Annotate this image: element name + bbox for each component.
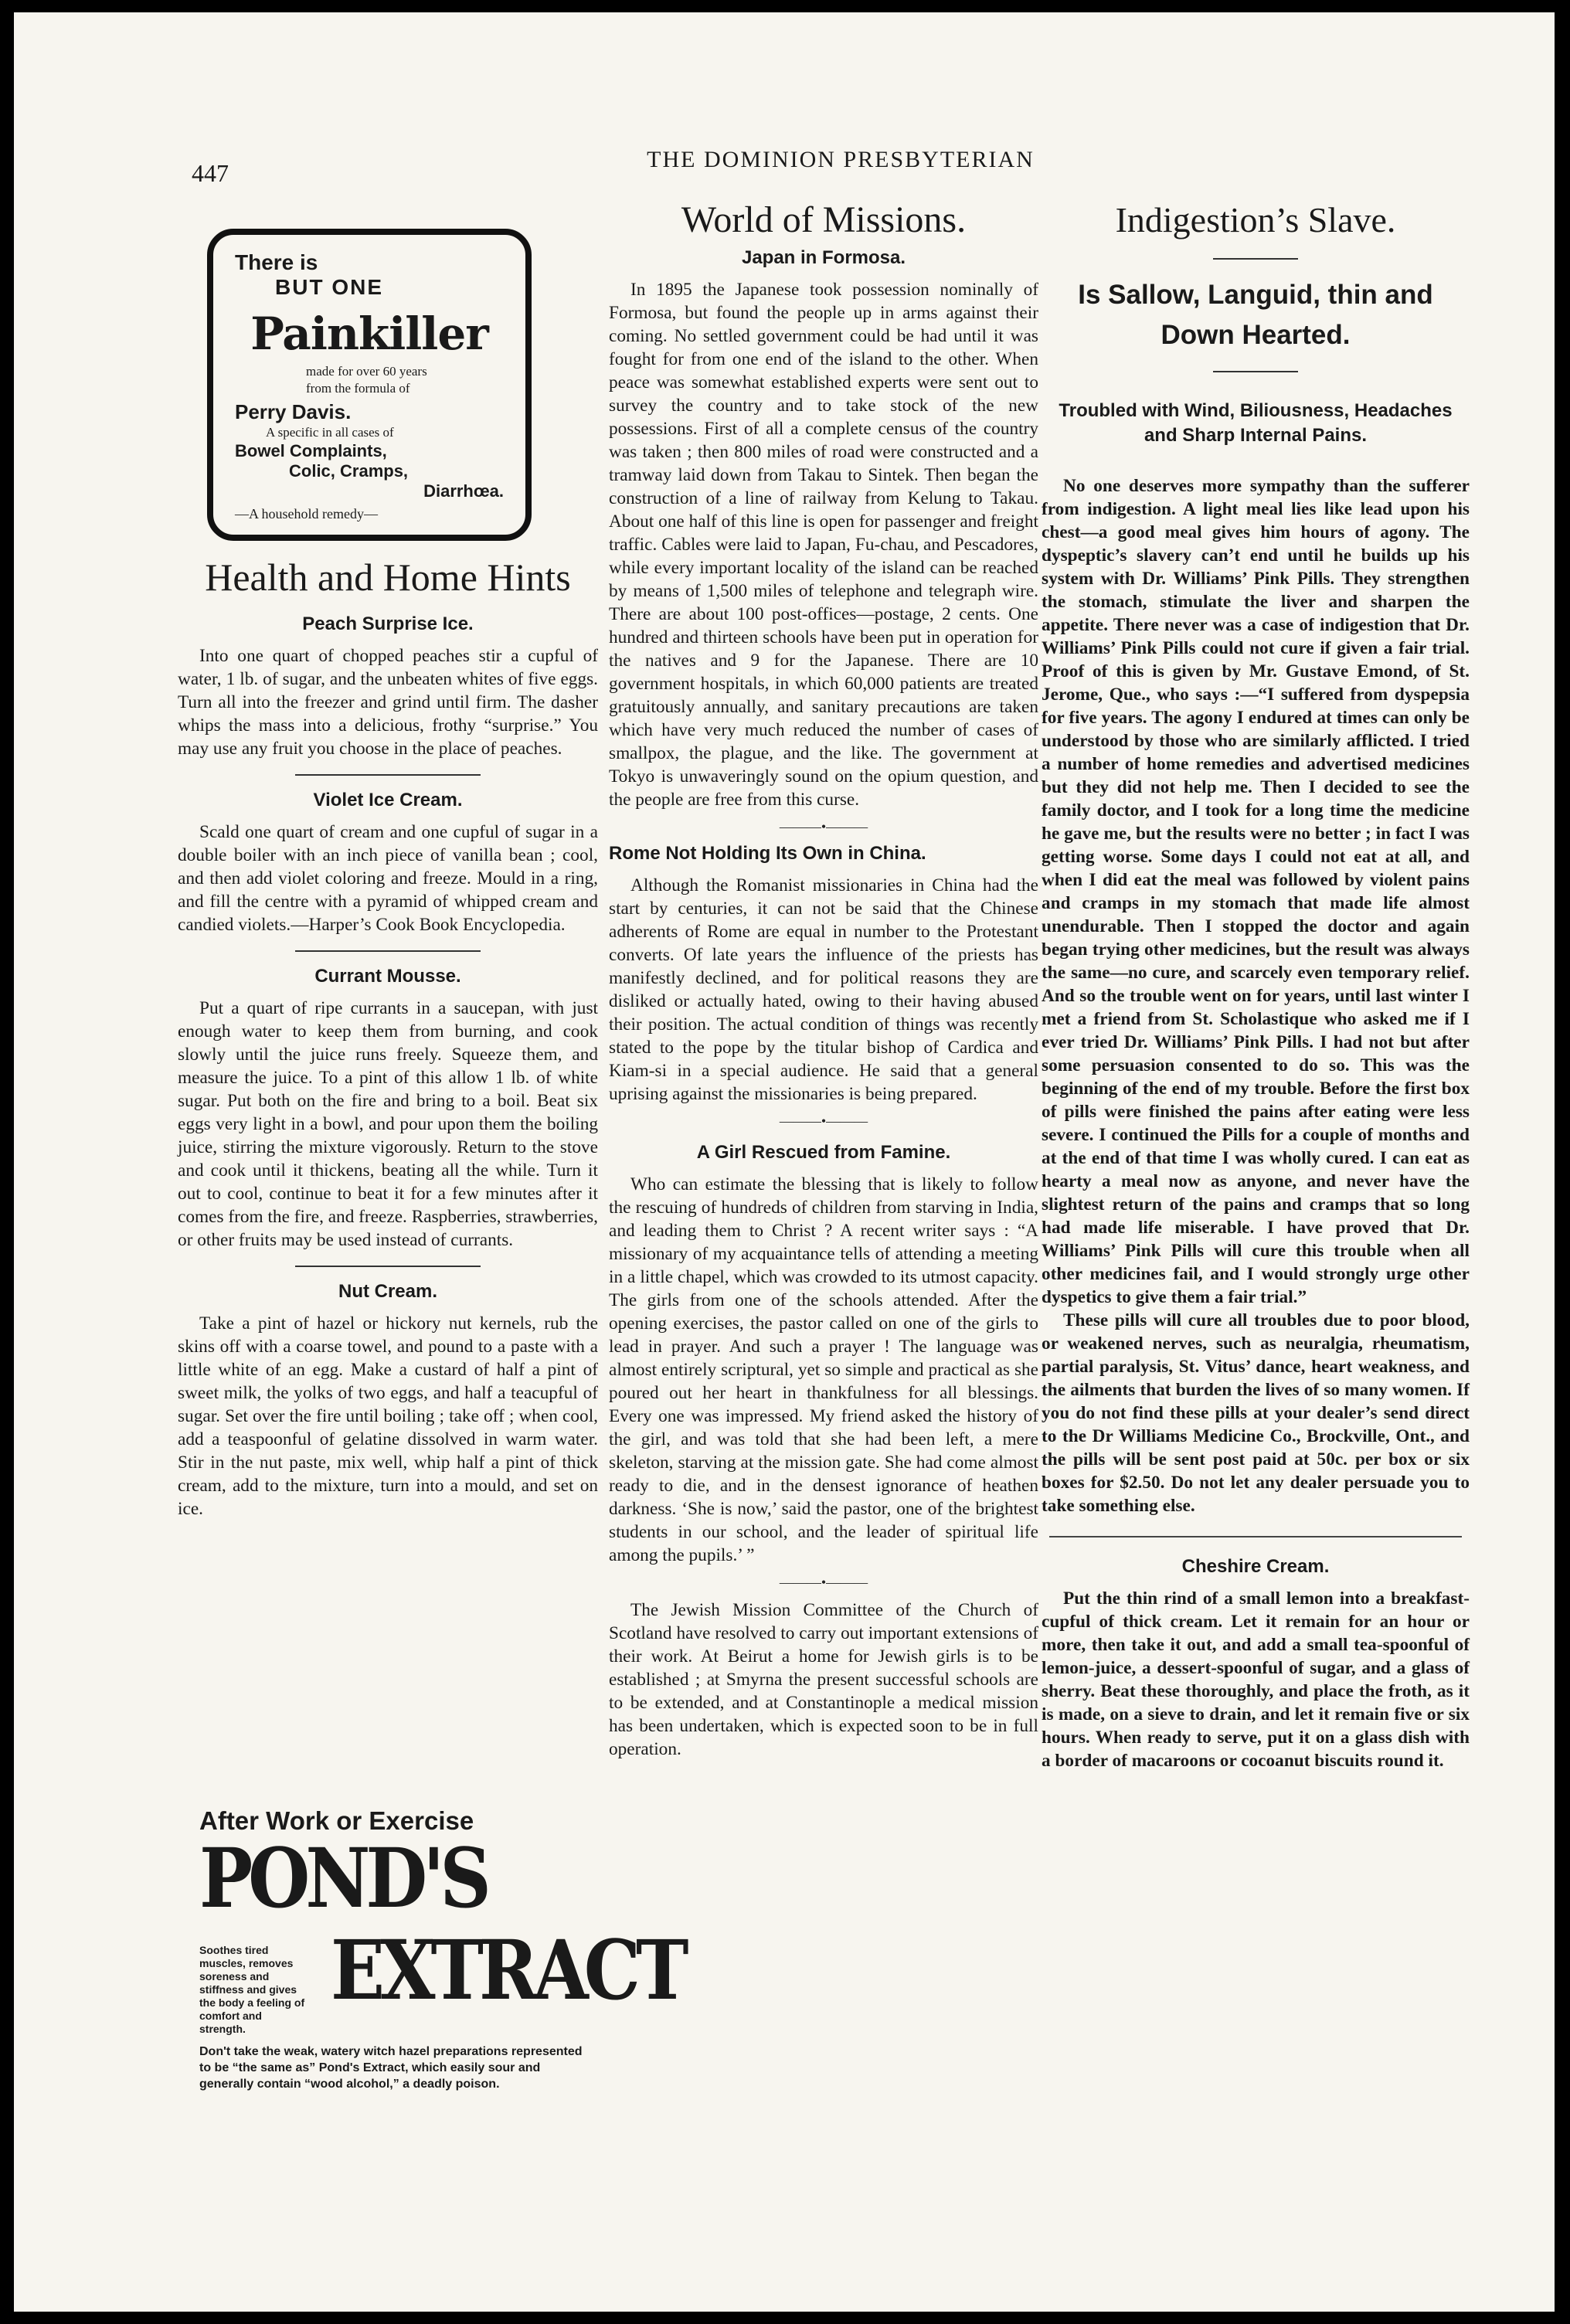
recipe-text: Put a quart of ripe currants in a saucepan, with just enough water to keep them from burning, and cook slowly until the juice runs freely. Squeeze them, and measure the juice. To a pint of this allow 1 lb. of white sugar. Put both on the fire and bring to a boil. Beat six eggs very light in a bowl, and pour upon them the boiling juice, stirring the mixture vigorously. Return to the stove and cook until it thickens, beating all the while. Turn it out to cool, continue to beat it for a few minutes after it comes from the fire, and freeze. Raspberries, strawberries, or other fruits may be used instead of currants. (178, 998, 598, 1250)
page-number: 447 (192, 159, 229, 187)
recipe-text: Put the thin rind of a small lemon into a breakfast-cupful of thick cream. Let it remain for an hour or more, then take it out, and add a small tea-spoonful of lemon-juice, a dessert-spoonful of sugar, and a glass of sherry. Beat these thoroughly, and place the froth, as it is made, on a sieve to drain, and let it remain five or six hours. When ready to serve, put it on a glass dish with a border of macaroons or cocoanut biscuits round it. (1042, 1588, 1470, 1771)
running-head: THE DOMINION PRESBYTERIAN (647, 147, 1035, 172)
indigestion-column (1042, 196, 1470, 1772)
ad-copy: Soothes tired muscles, removes soreness and stiffness and gives the body a feeling of comfort and strength. (199, 1944, 305, 2035)
recipe-text: Take a pint of hazel or hickory nut kernels, rub the skins off with a coarse towel, and pound to a paste with a little white of an egg. Make a custard of half a pint of sweet milk, the yolks of two eggs, and half a teacupful of sugar. Set over the fire until boiling ; take off ; when cool, add a teaspoonful of gelatine dissolved in warm water. Stir in the nut paste, mix well, whip half a pint of thick cream, add to the mixture, turn into a mould, and set on ice. (178, 1313, 598, 1519)
ad-line: Bowel Complaints, (235, 441, 387, 460)
ad-headline: After Work or Exercise (199, 1806, 474, 1835)
ad-line: made for over 60 years (306, 364, 427, 379)
divider (295, 774, 481, 776)
divider (295, 1266, 481, 1267)
ad-line: BUT ONE (275, 275, 383, 299)
ad-line: Colic, Cramps, (289, 461, 409, 481)
ad-footer: —A household remedy— (235, 506, 378, 522)
ad-warning: Don't take the weak, watery witch hazel preparations represented to be “the same as” Pond's Extract, which easily sour and generally contain “wood alcohol,” a deadly poison. (199, 2045, 583, 2091)
painkiller-ad (207, 229, 532, 541)
article-title: A Girl Rescued from Famine. (696, 1142, 951, 1163)
article-text: In 1895 the Japanese took possession nominally of Formosa, but found the people up in arms against their coming. No settled government could be had until it was fought for from one end of the island to the other. When peace was somewhat established experts were sent out to survey the country and to take stock of the new possessions. First of all a complete census of the country was taken ; then 800 miles of road were constructed and a tramway laid down from Takau to Sintek. Then began the construction of a line of railway from Kelung to Takau. About one half of this line is open for passenger and freight traffic. Cables were laid to Japan, Fu-chau, and Pescadores, while every important locality of the island can be reached by means of 1,500 miles of telephone and telegraph wire. There are about 100 post-offices—postage, 2 cents. One hundred and thirteen schools have been put in operation for the natives and 9 for the Japanese. There are 10 government hospitals, in which 60,000 patients are treated gratuitously annually, and sanitary precautions are taken which have very much reduced the number of cases of smallpox, the plague, and the like. The government at Tokyo is unwaveringly sound on the opium question, and the people are free from this curse. (609, 280, 1038, 810)
divider (1213, 258, 1298, 260)
health-hints-column (178, 553, 598, 1520)
ornament-divider: ———•——— (779, 819, 868, 834)
ad-line: A specific in all cases of (266, 425, 394, 440)
article-subhead: Troubled with Wind, Biliousness, Headaches and Sharp Internal Pains. (1059, 400, 1453, 446)
article-text: Although the Romanist missionaries in China had the start by centuries, it can not be said that the Chinese adherents of Rome are equal in number to the Protestant converts. Of late years the influence of the priests has manifestly declined, and for political reasons they are disliked or actually hated, owing to their having abused their position. The actual condition of things was recently stated to the pope by the titular bishop of Cardica and Kiam-si in a special audience. He said that a general uprising against the missionaries is being prepared. (609, 875, 1038, 1104)
ad-line: Diarrhœa. (423, 481, 504, 501)
recipe-title: Nut Cream. (338, 1281, 438, 1302)
ad-line: from the formula of (306, 381, 410, 396)
section-title: Health and Home Hints (205, 556, 571, 599)
article-text: These pills will cure all troubles due to poor blood, or weakened nerves, such as neuralgia, rheumatism, partial paralysis, St. Vitus’ dance, heart weakness, and the ailments that burden the lives of so many women. If you do not find these pills at your dealer’s send direct to the Dr Williams Medicine Co., Brockville, Ont., and the pills will be sent post paid at 50c. per box or six boxes for $2.50. Do not let any dealer persuade you to take something else. (1042, 1310, 1470, 1516)
article-text: No one deserves more sympathy than the sufferer from indigestion. A light meal lies like lead upon his chest—a good meal gives him hours of agony. The dyspeptic’s slavery can’t end until he builds up his system with Dr. Williams’ Pink Pills. They strengthen the stomach, stimulate the liver and sharpen the appetite. There never was a case of indigestion that Dr. Williams’ Pink Pills could not cure if given a fair trial. Proof of this is given by Mr. Gustave Emond, of St. Jerome, Que., who says :—“I suffered from dyspepsia for five years. The agony I endured at times can only be understood by those who are similarly afflicted. I tried a number of home remedies and advertised medicines but they did not help me. Then I decided to see the family doctor, and I took for a long time the medicine he gave me, but the results were no better ; in fact I was getting worse. Some days I could not eat at all, and when I did eat the meal was followed by violent pains and cramps in my stomach that made life almost unendurable. Then I stopped the doctor and again began trying other medicines, but the result was always the same—no cure, and scarcely even temporary relief. And so the trouble went on for years, until last winter I met a friend from St. Scholastique who asked me if I ever tried Dr. Williams’ Pink Pills. I had not but after some persuasion consented to do so. This was the beginning of the end of my trouble. Before the first box of pills were finished the pains after eating were less severe. I continued the Pills for a couple of months and at the end of that time I was wholly cured. I can eat as hearty a meal now as anyone, and never have the slightest return of the pains and cramps that so long had made life miserable. I have proved that Dr. Williams’ Pink Pills will cure this trouble when all other medicines fail, and I would strongly urge other dyspetics to give them a fair trial.” (1042, 476, 1470, 1307)
divider (1049, 1536, 1462, 1537)
recipe-title: Currant Mousse. (314, 966, 461, 987)
recipe-text: Scald one quart of cream and one cupful of sugar in a double boiler with an inch piece of vanilla bean ; cool, and then add violet coloring and freeze. Mould in a ring, and fill the centre with a pyramid of whipped cream and candied violets.—Harper’s Cook Book Encyclopedia. (178, 822, 598, 935)
recipe-title: Peach Surprise Ice. (302, 613, 474, 634)
ponds-ad (199, 1806, 685, 2092)
missions-column (609, 196, 1038, 1761)
ad-line: There is (235, 250, 318, 274)
ad-brand: POND'S (199, 1830, 487, 1927)
ornament-divider: ———•——— (779, 1575, 868, 1590)
recipe-title: Cheshire Cream. (1181, 1556, 1330, 1577)
article-text: Who can estimate the blessing that is likely to follow the rescuing of hundreds of children from starving in India, and leading them to Christ ? A recent writer says : “A missionary of my acquaintance tells of attending a meeting in a little chapel, which was crowded to its utmost capacity. The girls from one of the schools attended. After the opening exercises, the pastor called on one of the girls to lead in prayer. And such a prayer ! The language was almost entirely scriptural, yet so simple and practical as she poured out her heart in thankfulness for all blessings. Every one was impressed. My friend asked the history of the girl, and was told that she had been left, a mere skeleton, starving at the mission gate. She had come almost ready to die, and in the densest ignorance of heathen darkness. ‘She is now,’ said the pastor, one of the brightest students in our school, and the leader of spiritual life among the pupils.’ ” (609, 1174, 1038, 1565)
article-title: Rome Not Holding Its Own in China. (609, 843, 926, 864)
section-title: Indigestion’s Slave. (1115, 200, 1396, 240)
article-subtitle: Is Sallow, Languid, thin and Down Hearted. (1078, 280, 1433, 350)
recipe-text: Into one quart of chopped peaches stir a cupful of water, 1 lb. of sugar, and the unbeaten whites of five eggs. Turn all into the freezer and grind until firm. The dasher whips the mass into a delicious, frothy “surprise.” You may use any fruit you choose in the place of peaches. (178, 646, 598, 759)
section-title: World of Missions. (681, 199, 967, 240)
ornament-divider: ———•——— (779, 1113, 868, 1129)
article-text: The Jewish Mission Committee of the Church of Scotland have resolved to carry out important extensions of their work. At Beirut a home for Jewish girls is to be established ; at Smyrna the present successful schools are to be extended, and at Constantinople a medical mission has been undertaken, which is expected soon to be in full operation. (609, 1600, 1038, 1759)
ad-brand: EXTRACT (331, 1921, 685, 2019)
newspaper-page (14, 12, 1555, 2312)
article-title: Japan in Formosa. (741, 247, 906, 268)
divider (1213, 371, 1298, 372)
recipe-title: Violet Ice Cream. (313, 790, 463, 810)
divider (295, 950, 481, 952)
ad-maker: Perry Davis. (235, 400, 352, 423)
ad-brand: Painkiller (250, 307, 488, 360)
